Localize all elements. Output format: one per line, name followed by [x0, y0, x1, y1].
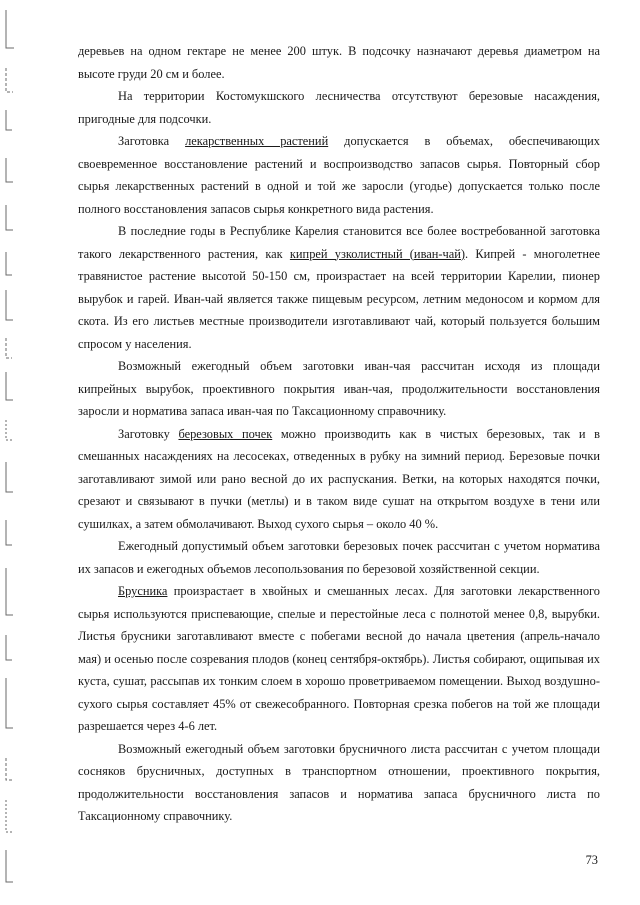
- paragraph-text: Возможный ежегодный объем заготовки иван-чая рассчитан исходя из площади кипрейных вырубок, проективного покрытия иван-чая, продолжительности восстановления заросли и норматива запаса иван-чая по Таксационному справочнику.: [78, 359, 600, 418]
- paragraph: [78, 355, 600, 423]
- page-number: 73: [585, 853, 598, 867]
- paragraph-text: Возможный ежегодный объем заготовки брусничного листа рассчитан с учетом площади сосняков брусничных, доступных в транспортном отношении, проективного покрытия, продолжительности восстановления запасов и норматива запаса брусничного листа по Таксационному справочнику.: [78, 741, 600, 823]
- paragraph-text: В последние годы в Республике Карелия становится все более востребованной заготовка такого лекарственного растения, как: [78, 224, 600, 261]
- paragraph-text: Ежегодный допустимый объем заготовки березовых почек рассчитан с учетом норматива их запасов и ежегодных объемов лесопользования по березовой хозяйственной секции.: [78, 539, 600, 576]
- binding-margin-marks: [0, 0, 20, 905]
- paragraph-text: Заготовку: [118, 426, 179, 441]
- paragraph-text: На территории Костомукшского лесничества отсутствуют березовые насаждения, пригодные для подсочки.: [78, 89, 600, 126]
- paragraph: [78, 85, 600, 130]
- paragraph-text: деревьев на одном гектаре не менее 200 штук. В подсочку назначают деревья диаметром на высоте груди 20 см и более.: [78, 44, 600, 81]
- paragraph-text: можно производить как в чистых березовых, так и в смешанных насаждениях на лесосеках, отведенных в рубку на зимний период. Березовые почки заготавливают зимой или рано весной до их распускания. Ветки, на которых находятся почки, срезают и связывают в пучки (метлы) и в таком виде сушат на открытом воздухе в тени или сушилках, а затем обмолачивают. Выход сухого сырья – около 40 %.: [78, 426, 601, 531]
- paragraph-text: произрастает в хвойных и смешанных лесах. Для заготовки лекарственного сырья используются приспевающие, спелые и перестойные леса с полнотой менее 0,8, вырубки. Листья брусники заготавливают вместе с побегами весной до начала цветения (апрель-начало мая) и осенью после созревания плодов (конец сентября-октябрь). Листья собирают, ощипывая их куста, сушат, рассыпав их тонким слоем в хорошо проветриваемом помещении. Выход воздушно-сухого сырья составляет 45% от свежесобранного. Повторная срезка побегов на той же площади разрешается через 4-6 лет.: [78, 584, 600, 733]
- paragraph: [78, 580, 600, 738]
- paragraph: [78, 423, 600, 536]
- paragraph: [78, 130, 600, 220]
- underlined-term: Брусника: [118, 584, 168, 598]
- underlined-term: кипрей узколистный (иван-чай): [289, 246, 465, 261]
- underlined-term: березовых почек: [178, 426, 273, 441]
- underlined-term: лекарственных растений: [185, 134, 329, 148]
- paragraph-text: Заготовка: [118, 134, 186, 148]
- paragraph: [78, 535, 600, 580]
- document-body: [78, 40, 600, 828]
- paragraph: [78, 738, 600, 828]
- paragraph: [78, 40, 600, 85]
- paragraph-text: . Кипрей - многолетнее травянистое растение высотой 50-150 см, произрастает на всей территории Карелии, пионер вырубок и гарей. Иван-чай является также пищевым ресурсом, летним медоносом и кормом для скота. Из его листьев местные производители изготавливают чай, который пользуется большим спросом у населения.: [78, 246, 600, 351]
- paragraph: [78, 220, 600, 355]
- paragraph-text: допускается в объемах, обеспечивающих своевременное восстановление растений и воспроизводство запасов сырья. Повторный сбор сырья лекарственных растений в одной и той же заросли (угодье) допускается только после полного восстановления запасов сырья конкретного вида растения.: [78, 134, 600, 216]
